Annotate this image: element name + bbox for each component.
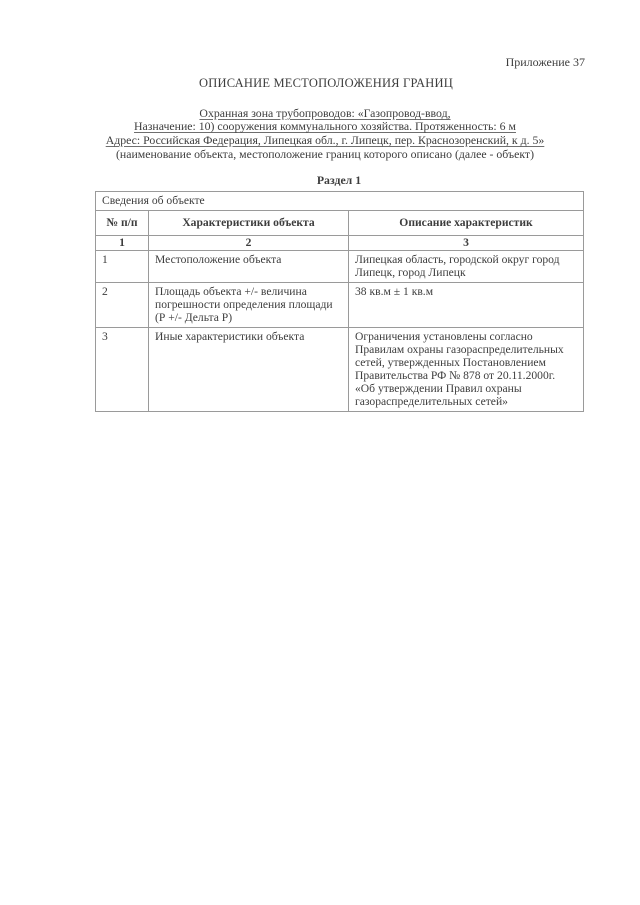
row-number: 2 (96, 283, 149, 328)
column-number: 2 (149, 236, 349, 251)
row-characteristic: Иные характеристики объекта (149, 328, 349, 412)
object-caption: (наименование объекта, местоположение границ которого описано (далее - объект) (115, 147, 535, 162)
row-characteristic: Местоположение объекта (149, 251, 349, 283)
table-row (96, 328, 584, 412)
row-number: 1 (96, 251, 149, 283)
object-line: Адрес: Российская Федерация, Липецкая обл., г. Липецк, пер. Краснозоренский, к д. 5» (105, 132, 545, 147)
row-characteristic: Площадь объекта +/- величина погрешности определения площади (Р +/- Дельта Р) (149, 283, 349, 328)
table-title-row (96, 192, 584, 211)
document-title: ОПИСАНИЕ МЕСТОПОЛОЖЕНИЯ ГРАНИЦ (199, 76, 453, 90)
column-header-description: Описание характеристик (349, 211, 584, 236)
table-title: Сведения об объекте (96, 192, 584, 211)
annex-label: Приложение 37 (505, 55, 585, 69)
row-number: 3 (96, 328, 149, 412)
table-row (96, 251, 584, 283)
row-description: Ограничения установлены согласно Правилам охраны газораспределительных сетей, утвержденных Постановлением Правительства РФ № 878 от 20.11.2000г. «Об утверждении Правил охраны газораспределительных сетей» (349, 328, 584, 412)
column-header-num: № п/п (96, 211, 149, 236)
section-title: Раздел 1 (316, 173, 362, 188)
row-description: 38 кв.м ± 1 кв.м (349, 283, 584, 328)
object-line: Назначение: 10) сооружения коммунального хозяйства. Протяженность: 6 м (134, 119, 516, 134)
row-description: Липецкая область, городской округ город Липецк, город Липецк (349, 251, 584, 283)
column-header-characteristic: Характеристики объекта (149, 211, 349, 236)
object-description-block (62, 107, 588, 161)
table-row (96, 283, 584, 328)
object-line: Охранная зона трубопроводов: «Газопровод-ввод, (199, 106, 451, 120)
column-number: 3 (349, 236, 584, 251)
table-header-row (96, 211, 584, 236)
column-numbers-row (96, 236, 584, 251)
column-number: 1 (96, 236, 149, 251)
object-info-table (95, 191, 584, 412)
